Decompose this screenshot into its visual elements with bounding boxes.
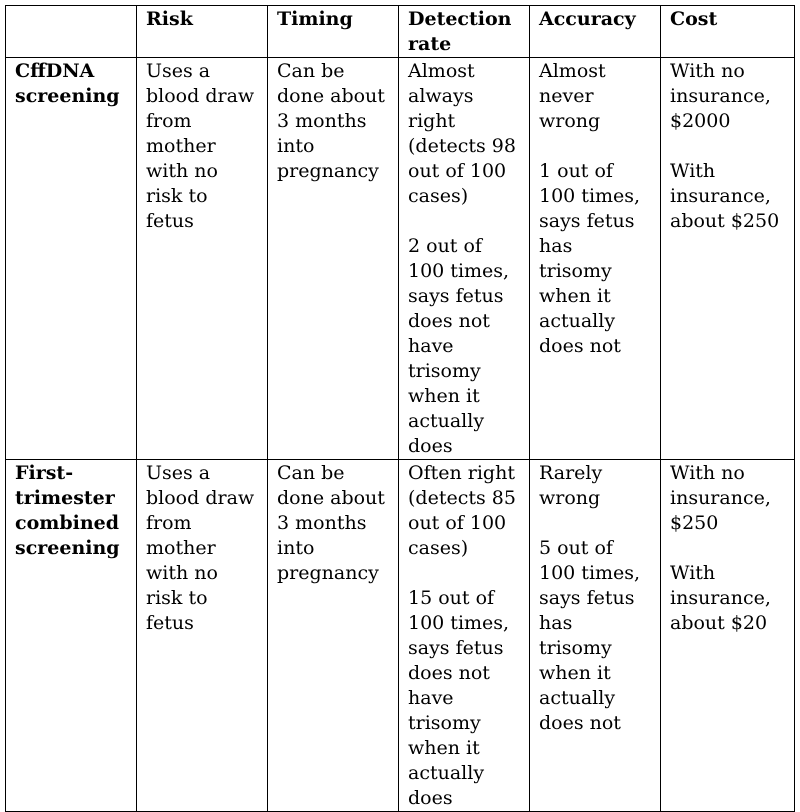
detection-summary: Almost always right (detects 98 out of 100 cases)	[408, 60, 516, 207]
header-cell-detection-rate: Detection rate	[399, 6, 530, 58]
table-row	[6, 58, 795, 460]
accuracy-summary: Almost never wrong	[539, 60, 606, 132]
accuracy-summary: Rarely wrong	[539, 462, 603, 509]
accuracy-detail: 5 out of 100 times, says fetus has trisomy when it actually does not	[539, 537, 641, 734]
cost-with-insurance: With insurance, about $250	[670, 160, 780, 232]
cost-no-insurance: With no insurance, $2000	[670, 60, 771, 132]
cost-no-insurance: With no insurance, $250	[670, 462, 771, 534]
screening-comparison-table	[5, 5, 795, 812]
risk-cell: Uses a blood draw from mother with no risk to fetus	[137, 58, 268, 460]
header-cell-risk: Risk	[137, 6, 268, 58]
cost-cell	[661, 58, 795, 460]
accuracy-cell	[530, 460, 661, 812]
row-label-first-trimester: First-trimester combined screening	[6, 460, 137, 812]
header-cell-cost: Cost	[661, 6, 795, 58]
detection-cell	[399, 460, 530, 812]
table-row	[6, 460, 795, 812]
header-cell-accuracy: Accuracy	[530, 6, 661, 58]
cost-cell	[661, 460, 795, 812]
accuracy-cell	[530, 58, 661, 460]
detection-cell	[399, 58, 530, 460]
row-label-cffdna: CffDNA screening	[6, 58, 137, 460]
header-cell-empty	[6, 6, 137, 58]
accuracy-detail: 1 out of 100 times, says fetus has trisomy when it actually does not	[539, 160, 641, 357]
table-header-row	[6, 6, 795, 58]
risk-cell: Uses a blood draw from mother with no risk to fetus	[137, 460, 268, 812]
detection-detail: 2 out of 100 times, says fetus does not have trisomy when it actually does	[408, 235, 510, 457]
timing-cell: Can be done about 3 months into pregnancy	[268, 58, 399, 460]
detection-summary: Often right (detects 85 out of 100 cases)	[408, 462, 516, 559]
cost-with-insurance: With insurance, about $20	[670, 562, 771, 634]
header-cell-timing: Timing	[268, 6, 399, 58]
timing-cell: Can be done about 3 months into pregnancy	[268, 460, 399, 812]
detection-detail: 15 out of 100 times, says fetus does not have trisomy when it actually does	[408, 587, 510, 809]
